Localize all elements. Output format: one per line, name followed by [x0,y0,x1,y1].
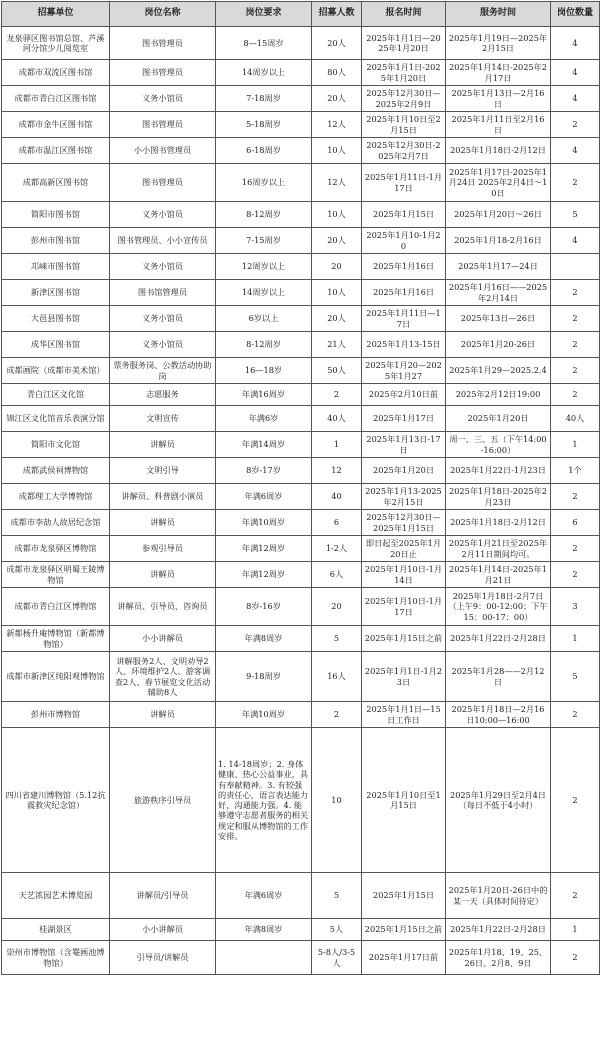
count-cell: 2 [312,702,362,728]
post-quantity-cell: 2 [551,280,600,306]
post-cell: 票务服务岗、公教活动协助岗 [110,358,216,384]
signup-time-cell: 2025年1月10日至2月15日 [362,112,446,138]
table-row [2,332,600,358]
count-cell: 5 [312,626,362,652]
post-cell: 图书馆管理员 [110,280,216,306]
header-requirement: 岗位要求 [216,2,312,27]
service-time-cell: 2025年1月18、19、25、26日、2月8、9日 [446,941,551,975]
post-cell: 图书管理员、小小宣传员 [110,228,216,254]
count-cell: 20人 [312,27,362,60]
unit-cell: 邛崃市图书馆 [2,254,110,280]
table-row [2,60,600,86]
post-cell: 参观引导员 [110,536,216,562]
requirement-cell: 8岁-16岁 [216,588,312,626]
count-cell: 5人 [312,919,362,941]
post-quantity-cell: 2 [551,728,600,873]
count-cell: 12人 [312,112,362,138]
post-quantity-cell: 2 [551,536,600,562]
requirement-cell: 年满6周岁 [216,484,312,510]
unit-cell: 锦江区文化馆音乐表演分馆 [2,406,110,432]
requirement-cell: 8-12周岁 [216,202,312,228]
post-cell: 讲解员、科普剧小演员 [110,484,216,510]
requirement-cell: 6-18周岁 [216,138,312,164]
header-service-time: 服务时间 [446,2,551,27]
service-time-cell: 2025年1月20日～26日 [446,202,551,228]
signup-time-cell: 2025年2月10日前 [362,384,446,406]
post-quantity-cell [551,254,600,280]
post-cell: 旅游秩序引导员 [110,728,216,873]
unit-cell: 成都市青白江区图书馆 [2,86,110,112]
count-cell: 2 [312,384,362,406]
requirement-cell: 年满6周岁 [216,873,312,919]
signup-time-cell: 2025年1月16日 [362,280,446,306]
service-time-cell: 2025年1月18日-2025年2月23日 [446,484,551,510]
count-cell: 5-8人/3-5人 [312,941,362,975]
requirement-cell: 年满8周岁 [216,919,312,941]
post-quantity-cell: 1 [551,432,600,458]
table-row [2,484,600,510]
post-cell: 图书管理员 [110,112,216,138]
post-cell: 小小讲解员 [110,626,216,652]
service-time-cell: 2025年2月12日19:00 [446,384,551,406]
post-cell: 图书管理员 [110,164,216,202]
unit-cell: 成都市龙泉驿区明蜀王陵博物馆 [2,562,110,588]
count-cell: 12 [312,458,362,484]
signup-time-cell: 2025年1月17日 [362,406,446,432]
count-cell: 1-2人 [312,536,362,562]
unit-cell: 天艺浓园艺术博览园 [2,873,110,919]
signup-time-cell: 2025年1月10-1月20 [362,228,446,254]
requirement-cell: 9-18周岁 [216,652,312,702]
service-time-cell: 2025年1月14日-2025年1月21日 [446,562,551,588]
signup-time-cell: 2025年12月30日—2025年1月15日 [362,510,446,536]
post-quantity-cell: 2 [551,702,600,728]
signup-time-cell: 2025年1月13-15日 [362,332,446,358]
signup-time-cell: 2025年1月10日至1月15日 [362,728,446,873]
post-cell: 讲解员/引导员 [110,873,216,919]
service-time-cell: 2025年1月22日-1月23日 [446,458,551,484]
table-row [2,358,600,384]
count-cell: 6人 [312,562,362,588]
table-body [2,27,600,975]
post-cell: 讲解员 [110,562,216,588]
unit-cell: 成都画院（成都市美术馆） [2,358,110,384]
count-cell: 80人 [312,60,362,86]
service-time-cell: 2025年1月20日 [446,406,551,432]
table-row [2,873,600,919]
table-row [2,941,600,975]
post-quantity-cell: 1 [551,919,600,941]
table-row [2,728,600,873]
post-quantity-cell: 4 [551,60,600,86]
count-cell: 20 [312,588,362,626]
count-cell: 20 [312,254,362,280]
table-row [2,432,600,458]
requirement-cell: 年满6岁 [216,406,312,432]
requirement-cell: 年满10周岁 [216,702,312,728]
post-quantity-cell: 2 [551,941,600,975]
service-time-cell: 2025年1月14日-2025年2月17日 [446,60,551,86]
count-cell: 1 [312,432,362,458]
post-cell: 义务小馆员 [110,254,216,280]
table-row [2,626,600,652]
unit-cell: 青白江区文化馆 [2,384,110,406]
requirement-cell: 8岁-17岁 [216,458,312,484]
service-time-cell: 2025年1月22日-2月28日 [446,626,551,652]
post-quantity-cell: 2 [551,484,600,510]
unit-cell: 成都市温江区图书馆 [2,138,110,164]
post-quantity-cell: 2 [551,384,600,406]
table-row [2,536,600,562]
count-cell: 12人 [312,164,362,202]
header-row [2,2,600,27]
unit-cell: 成都市李劼人故居纪念馆 [2,510,110,536]
unit-cell: 四川省建川博物馆（5.12抗震救灾纪念馆） [2,728,110,873]
requirement-cell: 年满12周岁 [216,536,312,562]
signup-time-cell: 2025年1月11日-1月17日 [362,164,446,202]
post-quantity-cell: 2 [551,306,600,332]
post-quantity-cell: 5 [551,652,600,702]
post-quantity-cell: 4 [551,228,600,254]
post-quantity-cell: 40人 [551,406,600,432]
table-row [2,458,600,484]
post-cell: 讲解员 [110,510,216,536]
signup-time-cell: 2025年1月15日之前 [362,626,446,652]
signup-time-cell: 2025年1月20日 [362,458,446,484]
signup-time-cell: 2025年1月1日-1月23日 [362,652,446,702]
unit-cell: 成都市双流区图书馆 [2,60,110,86]
post-quantity-cell: 2 [551,164,600,202]
signup-time-cell: 2025年1月15日 [362,873,446,919]
table-row [2,562,600,588]
post-cell: 引导员/讲解员 [110,941,216,975]
recruitment-table [1,1,600,975]
service-time-cell: 2025年1月20日-26日中的某一天（具体时间待定） [446,873,551,919]
unit-cell: 成都理工大学博物馆 [2,484,110,510]
post-quantity-cell: 2 [551,873,600,919]
service-time-cell: 2025年1月18-2月16日 [446,228,551,254]
table-row [2,164,600,202]
header-signup-time: 报名时间 [362,2,446,27]
service-time-cell: 周一、三、五（下午14:00-16:00） [446,432,551,458]
signup-time-cell: 2025年1月15日 [362,202,446,228]
unit-cell: 龙泉驿区图书馆总馆、芦溪河分馆少儿阅览室 [2,27,110,60]
unit-cell: 大邑县图书馆 [2,306,110,332]
service-time-cell: 2025年1月18日—2月16日10:00—16:00 [446,702,551,728]
table-row [2,306,600,332]
count-cell: 6 [312,510,362,536]
unit-cell: 成华区图书馆 [2,332,110,358]
requirement-cell: 年满14周岁 [216,432,312,458]
post-cell: 义务小馆员 [110,306,216,332]
requirement-cell: 7-15周岁 [216,228,312,254]
signup-time-cell: 即日起至2025年1月20日止 [362,536,446,562]
service-time-cell: 2025年1月17日-2025年1月24日 2025年2月4日～10日 [446,164,551,202]
requirement-cell: 12周岁以上 [216,254,312,280]
service-time-cell: 2025年1月17—24日 [446,254,551,280]
signup-time-cell: 2025年1月13-2025年2月15日 [362,484,446,510]
unit-cell: 简阳市文化馆 [2,432,110,458]
count-cell: 40 [312,484,362,510]
post-quantity-cell: 1 [551,626,600,652]
count-cell: 10 [312,728,362,873]
header-post-quantity: 岗位数量 [551,2,600,27]
signup-time-cell: 2025年1月20—2025年1月27 [362,358,446,384]
count-cell: 10人 [312,280,362,306]
post-quantity-cell: 4 [551,86,600,112]
post-cell: 讲解员 [110,432,216,458]
requirement-cell: 14周岁以上 [216,60,312,86]
requirement-cell: 14周岁以上 [216,280,312,306]
unit-cell: 彭州市图书馆 [2,228,110,254]
service-time-cell: 2025年1月16日——2025年2月14日 [446,280,551,306]
service-time-cell: 2025年1月18日-2月12日 [446,510,551,536]
requirement-cell: 6岁以上 [216,306,312,332]
service-time-cell: 2025年1月18日-2月12日 [446,138,551,164]
unit-cell: 成都市新津区纯阳观博物馆 [2,652,110,702]
table-row [2,254,600,280]
count-cell: 10人 [312,202,362,228]
table-row [2,702,600,728]
post-quantity-cell: 5 [551,202,600,228]
service-time-cell: 2025年1月22日-2月28日 [446,919,551,941]
table-row [2,406,600,432]
count-cell: 20人 [312,228,362,254]
unit-cell: 崇州市博物馆（含罨画池博物馆） [2,941,110,975]
signup-time-cell: 2025年12月30日—2025年2月9日 [362,86,446,112]
requirement-cell: 16—18岁 [216,358,312,384]
signup-time-cell: 2025年1月16日 [362,254,446,280]
service-time-cell: 2025年1月29—2025.2.4 [446,358,551,384]
service-time-cell: 2025年1月11日至2月16日 [446,112,551,138]
count-cell: 10人 [312,138,362,164]
table-row [2,384,600,406]
table-row [2,919,600,941]
count-cell: 20人 [312,86,362,112]
post-quantity-cell: 4 [551,27,600,60]
table-row [2,510,600,536]
table-row [2,228,600,254]
post-cell: 小小图书管理员 [110,138,216,164]
count-cell: 16人 [312,652,362,702]
signup-time-cell: 2025年1月10日-1月14日 [362,562,446,588]
post-quantity-cell: 2 [551,358,600,384]
post-cell: 小小讲解员 [110,919,216,941]
requirement-cell: 16周岁以上 [216,164,312,202]
table-row [2,27,600,60]
table-row [2,138,600,164]
table-row [2,202,600,228]
post-quantity-cell: 4 [551,138,600,164]
count-cell: 21人 [312,332,362,358]
requirement-cell: 1. 14-18周岁；2. 身体健康、热心公益事业，具有奉献精神。3. 有较强的责任心，语言表达能力好，沟通能力强。4. 能够遵守志愿者服务的相关规定和服从博物馆的工作安排。 [216,728,312,873]
post-cell: 讲解服务2人、文明劝导2人、环境维护2人、游客调查2人、春节展览文化活动辅助8人 [110,652,216,702]
service-time-cell: 2025年13日—26日 [446,306,551,332]
requirement-cell [216,941,312,975]
service-time-cell: 2025年1月29日至2月4日（每日不低于4小时） [446,728,551,873]
post-cell: 图书管理员 [110,60,216,86]
unit-cell: 桂湖景区 [2,919,110,941]
service-time-cell: 2025年1月19日—2025年2月15日 [446,27,551,60]
unit-cell: 成都市青白江区博物馆 [2,588,110,626]
post-cell: 讲解员 [110,702,216,728]
signup-time-cell: 2025年1月11日—17日 [362,306,446,332]
count-cell: 40人 [312,406,362,432]
post-cell: 义务小馆员 [110,202,216,228]
signup-time-cell: 2025年1月1日—15日工作日 [362,702,446,728]
post-cell: 讲解员、引导员、咨询员 [110,588,216,626]
unit-cell: 成都高新区图书馆 [2,164,110,202]
signup-time-cell: 2025年12月30日-2025年2月7日 [362,138,446,164]
signup-time-cell: 2025年1月1日-2025年1月20日 [362,60,446,86]
signup-time-cell: 2025年1月13日-17日 [362,432,446,458]
unit-cell: 简阳市图书馆 [2,202,110,228]
header-unit: 招募单位 [2,2,110,27]
post-quantity-cell: 3 [551,588,600,626]
unit-cell: 成都武侯祠博物馆 [2,458,110,484]
table-row [2,86,600,112]
post-quantity-cell: 1个 [551,458,600,484]
requirement-cell: 5-18周岁 [216,112,312,138]
unit-cell: 彭州市博物馆 [2,702,110,728]
requirement-cell: 年满8周岁 [216,626,312,652]
post-cell: 图书管理员 [110,27,216,60]
post-quantity-cell: 2 [551,332,600,358]
service-time-cell: 2025年1月18日-2月7日（上午9：00-12:00；下午15：00-17：00） [446,588,551,626]
unit-cell: 新津区图书馆 [2,280,110,306]
table-row [2,280,600,306]
signup-time-cell: 2025年1月17日前 [362,941,446,975]
requirement-cell: 7-18周岁 [216,86,312,112]
service-time-cell: 2025年1月13日—2月16日 [446,86,551,112]
table-row [2,588,600,626]
signup-time-cell: 2025年1月1日—2025年1月20日 [362,27,446,60]
service-time-cell: 2025年1月28——2月12日 [446,652,551,702]
post-cell: 义务小馆员 [110,332,216,358]
unit-cell: 新都杨升庵博物馆（新都博物馆） [2,626,110,652]
requirement-cell: 年满16周岁 [216,384,312,406]
post-quantity-cell: 2 [551,562,600,588]
requirement-cell: 8-12周岁 [216,332,312,358]
requirement-cell: 年满12周岁 [216,562,312,588]
header-post: 岗位名称 [110,2,216,27]
post-quantity-cell: 6 [551,510,600,536]
requirement-cell: 年满10周岁 [216,510,312,536]
count-cell: 50人 [312,358,362,384]
service-time-cell: 2025年1月21日至2025年2月11日期间均可。 [446,536,551,562]
post-cell: 文明引导 [110,458,216,484]
post-cell: 志愿服务 [110,384,216,406]
unit-cell: 成都市金牛区图书馆 [2,112,110,138]
post-quantity-cell: 2 [551,112,600,138]
signup-time-cell: 2025年1月10日-1月17日 [362,588,446,626]
unit-cell: 成都市龙泉驿区博物馆 [2,536,110,562]
post-cell: 文明宣传 [110,406,216,432]
requirement-cell: 8—15周岁 [216,27,312,60]
count-cell: 20人 [312,306,362,332]
table-row [2,112,600,138]
count-cell: 5 [312,873,362,919]
service-time-cell: 2025年1月20-26日 [446,332,551,358]
table-row [2,652,600,702]
signup-time-cell: 2025年1月15日之前 [362,919,446,941]
header-count: 招募人数 [312,2,362,27]
post-cell: 义务小馆员 [110,86,216,112]
